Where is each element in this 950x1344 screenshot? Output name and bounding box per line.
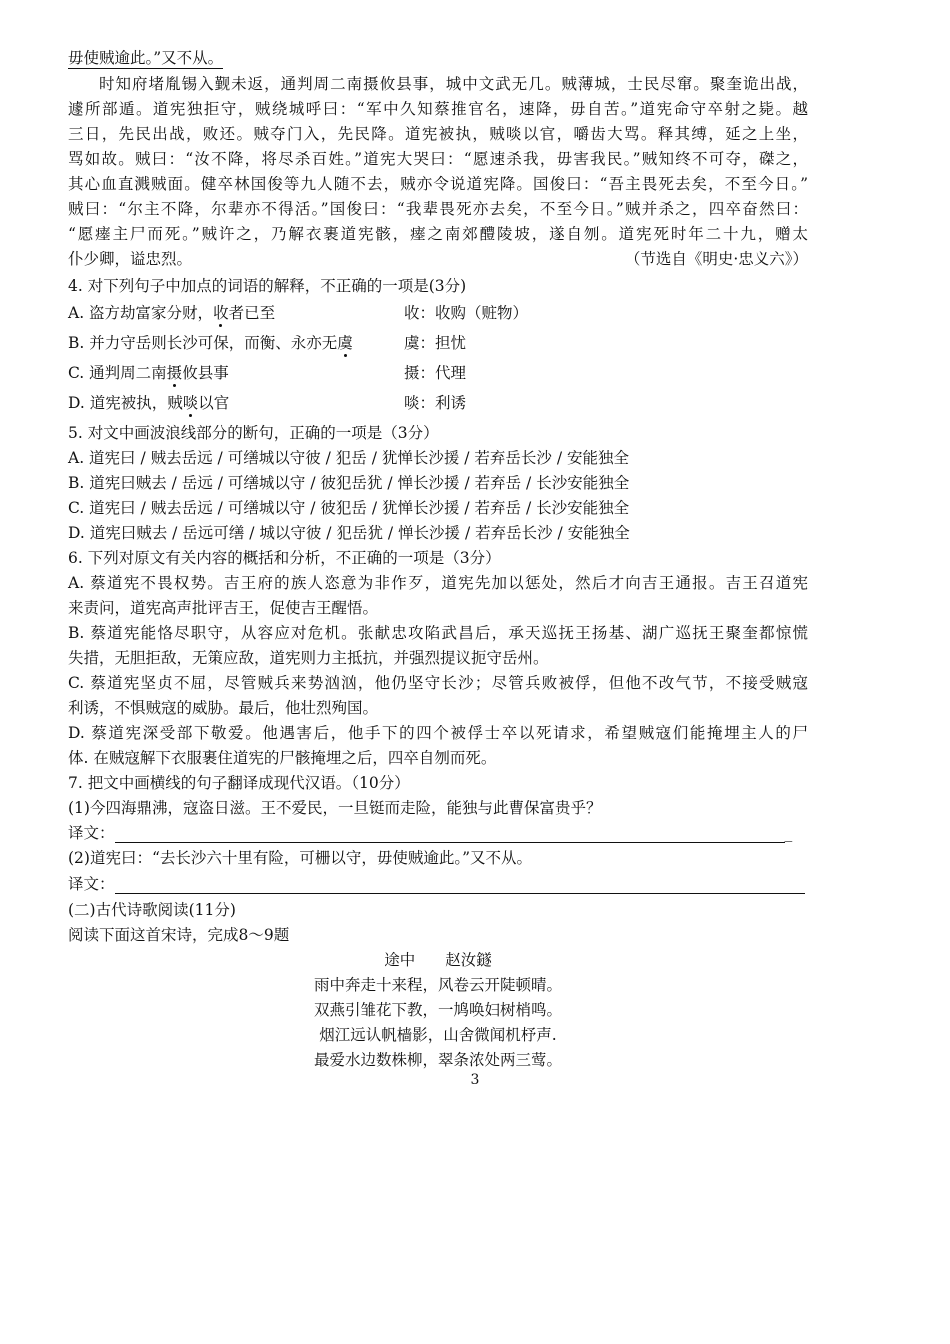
passage-line: 其心血直溅贼面。健卒林国俊等九人随不去，贼亦令说道宪降。国俊曰：“吾主畏死去矣，不至今日。” (68, 175, 808, 193)
question-7-stem: 7. 把文中画横线的句子翻译成现代汉语。（10分） (68, 774, 410, 792)
answer-blank-1[interactable] (115, 828, 785, 843)
q6-option-c-cont: 利诱，不惧贼寇的威胁。最后，他壮烈殉国。 (68, 699, 379, 717)
passage-line: “愿瘗主尸而死。”贼许之，乃解衣裹道宪骸，瘗之南郊醴陵坡，遂自刎。道宪死时年二十九，赠太 (68, 225, 808, 243)
answer-label: 译文： (68, 824, 115, 842)
underlined-sentence: 毋使贼逾此。”又不从。 (68, 49, 224, 67)
poem-line: 雨中奔走十来程，风卷云开陡顿晴。 (313, 976, 562, 994)
q7-answer-2 (68, 874, 808, 894)
dotted-word: 收 (213, 304, 229, 322)
poem-instruction: 阅读下面这首宋诗，完成8～9题 (68, 926, 290, 944)
q4-option-c: C. 通判周二南摄攸县事 摄：代理 (68, 364, 467, 382)
passage-line: 遽所部遁。道宪独拒守，贼绕城呼曰：“军中久知蔡推官名，速降，毋自苦。”道宪命守卒射之毙。越 (68, 100, 808, 118)
q4-option-a: A. 盗方劫富家分财，收者已至 收：收购（赃物） (68, 304, 529, 322)
dotted-word: 虞 (337, 334, 353, 352)
passage-line: 骂如故。贼曰：“汝不降，将尽杀百姓。”道宪大哭曰：“愿速杀我，毋害我民。”贼知终不可夺，磔之， (68, 150, 808, 168)
q7-sentence-2: (2)道宪曰：“去长沙六十里有险，可栅以守，毋使贼逾此。”又不从。 (68, 849, 533, 867)
option-gloss: 摄：代理 (404, 364, 467, 382)
q7-answer-1 (68, 823, 808, 843)
q6-option-c: C. 蔡道宪坚贞不屈，尽管贼兵来势汹汹，他仍坚守长沙；尽管兵败被俘，但他不改气节，不接受贼寇 (68, 674, 808, 692)
page-number: 3 (470, 1072, 480, 1088)
q4-option-b: B. 并力守岳则长沙可保，而衡、永亦无虞 虞：担忧 (68, 334, 467, 352)
dotted-word: 摄 (166, 364, 183, 382)
q6-option-d-cont: 体. 在贼寇解下衣服裹住道宪的尸骸掩埋之后，四卒自刎而死。 (68, 749, 497, 767)
poem-line: 双燕引雏花下教，一鸠唤妇树梢鸣。 (313, 1001, 562, 1019)
q6-option-b-cont: 失措，无胆拒敌，无策应敌，道宪则力主抵抗，并强烈提议扼守岳州。 (68, 649, 549, 667)
poem-title: 途中 (384, 951, 416, 969)
passage-line: 仆少卿，谥忠烈。 (68, 250, 193, 268)
q6-option-a: A. 蔡道宪不畏权势。吉王府的族人恣意为非作歹，道宪先加以惩处，然后才向吉王通报。吉王召道宪 (68, 574, 808, 592)
poem-author: 赵汝鐩 (445, 951, 492, 969)
question-5-stem: 5. 对文中画波浪线部分的断句，正确的一项是（3分） (68, 424, 439, 442)
question-4-stem: 4. 对下列句子中加点的词语的解释，不正确的一项是(3分) (68, 277, 467, 295)
passage-source: （节选自《明史·忠义六》） (624, 250, 808, 268)
passage-line: 时知府堵胤锡入觐未返，通判周二南摄攸县事，城中文武无几。贼薄城，士民尽窜。聚奎诡出战， (99, 75, 808, 93)
question-6-stem: 6. 下列对原文有关内容的概括和分析，不正确的一项是（3分） (68, 549, 501, 567)
answer-blank-2[interactable] (115, 879, 805, 894)
passage-last-line (68, 249, 808, 269)
option-gloss: 虞：担忧 (404, 334, 467, 352)
q4-option-d: D. 道宪被执，贼啖以官 啖：利诱 (68, 394, 467, 412)
answer-label: 译文： (68, 875, 115, 893)
q6-option-b: B. 蔡道宪能恪尽职守，从容应对危机。张献忠攻陷武昌后，承天巡抚王扬基、湖广巡抚王聚奎都惊慌 (68, 624, 808, 642)
q5-option-c: C. 道宪曰 / 贼去岳远 / 可缮城以守 / 彼犯岳 / 犹惮长沙援 / 若弃岳 / 长沙安能独全 (68, 499, 630, 517)
q5-option-b: B. 道宪曰贼去 / 岳远 / 可缮城以守 / 彼犯岳犹 / 惮长沙援 / 若弃岳 / 长沙安能独全 (68, 474, 630, 492)
q5-option-a: A. 道宪曰 / 贼去岳远 / 可缮城以守彼 / 犯岳 / 犹惮长沙援 / 若弃岳长沙 / 安能独全 (68, 449, 630, 467)
q5-option-d: D. 道宪曰贼去 / 岳远可缮 / 城以守彼 / 犯岳犹 / 惮长沙援 / 若弃岳长沙 / 安能独全 (68, 524, 630, 542)
option-gloss: 收：收购（赃物） (404, 304, 529, 322)
poem-section-heading: (二)古代诗歌阅读(11分) (68, 901, 236, 919)
answer-blank-trail: _ (784, 824, 793, 842)
passage-line: 贼曰：“尔主不降，尔辈亦不得活。”国俊曰：“我辈畏死亦去矣，不至今日。”贼并杀之，四卒奋然曰： (68, 200, 808, 218)
q6-option-d: D. 蔡道宪深受部下敬爱。他遇害后，他手下的四个被俘士卒以死请求，希望贼寇们能掩埋主人的尸 (68, 724, 808, 742)
passage-line: 三日，先民出战，败还。贼夺门入，先民降。道宪被执，贼啖以官，嚼齿大骂。释其缚，延之上坐， (68, 125, 808, 143)
q7-sentence-1: (1)今四海鼎沸，寇盗日滋。王不爱民，一旦铤而走险，能独与此曹保富贵乎？ (68, 799, 602, 817)
q6-option-a-cont: 来责问，道宪高声批评吉王，促使吉王醒悟。 (68, 599, 379, 617)
option-gloss: 啖：利诱 (404, 394, 467, 412)
poem-line: 最爱水边数株柳，翠条浓处两三莺。 (313, 1051, 562, 1069)
poem-line: 烟江远认帆樯影，山舍微闻机杼声. (319, 1026, 557, 1044)
passage-first-line (68, 48, 223, 68)
dotted-word: 啖 (182, 394, 199, 412)
poem-title-line (68, 950, 808, 970)
